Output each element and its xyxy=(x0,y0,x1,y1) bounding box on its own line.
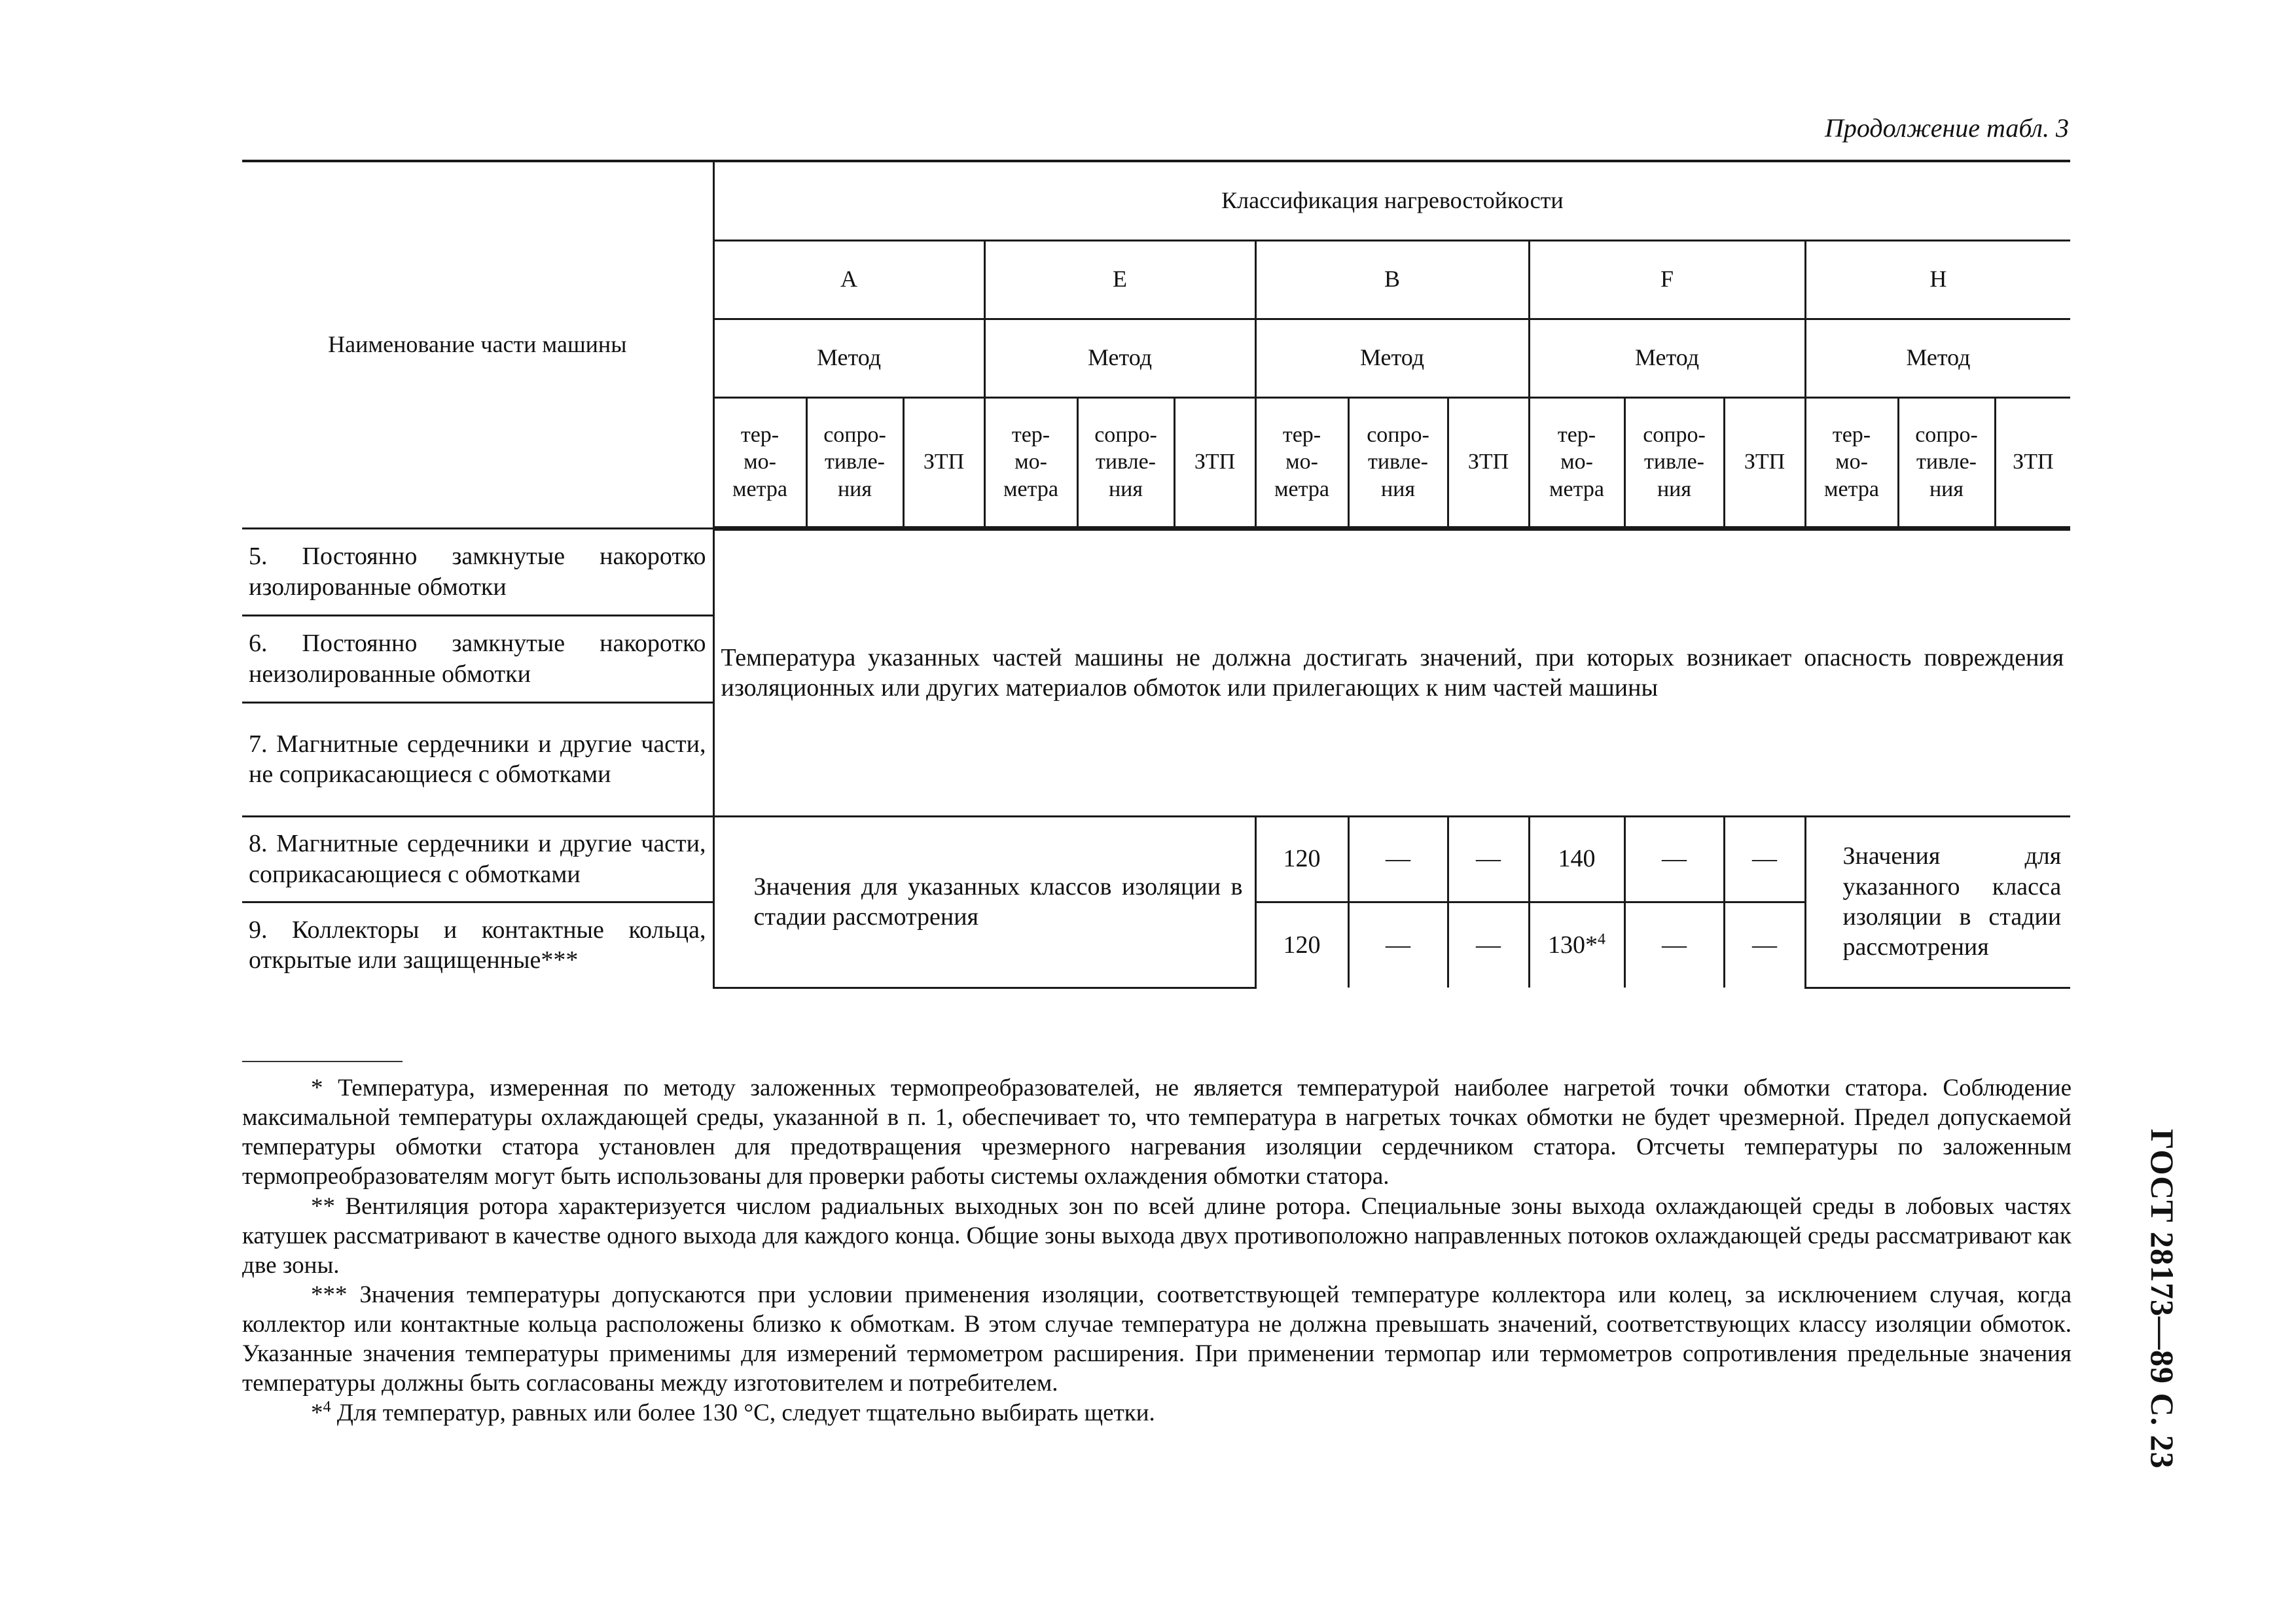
r8-f-ztp: — xyxy=(1724,816,1805,902)
footnote-2: ** Вентиляция ротора характеризуется числом радиальных выходных зон по всей длине ротора. Специальные зоны выхода охлаждающей среды в лобовых частях катушек рассматривают в качестве одного выхода для каждого конца. Общие зоны выхода двух противоположно направленных потоков охлаждающей среды рассматривают как две зоны. xyxy=(242,1192,2072,1279)
method-resistance: сопро- тивле- ния xyxy=(1624,397,1724,528)
row-6-label: 6. Постоянно замкнутые накоротко неизолированные обмотки xyxy=(242,615,713,702)
class-a: A xyxy=(713,240,984,319)
class-h: H xyxy=(1805,240,2070,319)
method-b: Метод xyxy=(1255,319,1529,397)
r9-f-sup: 4 xyxy=(1598,931,1605,948)
r8-b-ztp: — xyxy=(1448,816,1529,902)
method-thermometer: тер- мо- метра xyxy=(1529,397,1624,528)
method-e: Метод xyxy=(984,319,1255,397)
row-8-label: 8. Магнитные сердечники и другие части, соприкасающиеся с обмотками xyxy=(242,816,713,902)
r9-f-thermometer xyxy=(1529,902,1624,988)
r9-f-value: 130* xyxy=(1548,931,1598,959)
method-ztp: ЗТП xyxy=(1448,397,1529,528)
method-resistance: сопро- тивле- ния xyxy=(1348,397,1448,528)
method-ztp: ЗТП xyxy=(1724,397,1805,528)
header-classification: Классификация нагревостойкости xyxy=(713,161,2070,240)
row-5-label: 5. Постоянно замкнутые накоротко изолированные обмотки xyxy=(242,528,713,615)
method-resistance: сопро- тивле- ния xyxy=(1898,397,1995,528)
table-caption: Продолжение табл. 3 xyxy=(1824,113,2069,143)
r8-f-resistance: — xyxy=(1624,816,1724,902)
r8-b-resistance: — xyxy=(1348,816,1448,902)
method-resistance: сопро- тивле- ния xyxy=(1077,397,1174,528)
method-h: Метод xyxy=(1805,319,2070,397)
classes-ae-note: Значения для указанных классов изоляции в стадии рассмотрения xyxy=(713,816,1255,988)
r9-f-resistance: — xyxy=(1624,902,1724,988)
class-b: B xyxy=(1255,240,1529,319)
header-part-name: Наименование части машины xyxy=(242,161,713,528)
method-ztp: ЗТП xyxy=(903,397,984,528)
method-resistance: сопро- тивле- ния xyxy=(806,397,903,528)
footnote-3: *** Значения температуры допускаются при условии применения изоляции, соответствующей температуре коллектора или колец, за исключением случая, когда коллектор или контактные кольца расположены близко к обмоткам. В этом случае температура не должна превышать значений, соответствующих классу изоляции обмоток. Указанные значения температуры применимы для измерений термометром расширения. При применении термопар или термометров сопротивления предельные значения температуры должны быть согласованы между изготовителем и потребителем. xyxy=(242,1281,2072,1397)
class-e: E xyxy=(984,240,1255,319)
class-f: F xyxy=(1529,240,1805,319)
footnote-4-text: Для температур, равных или более 130 °С, следует тщательно выбирать щетки. xyxy=(331,1399,1155,1427)
r8-b-thermometer: 120 xyxy=(1255,816,1348,902)
row-9-label: 9. Коллекторы и контактные кольца, открытые или защищенные*** xyxy=(242,902,713,988)
method-ztp: ЗТП xyxy=(1174,397,1255,528)
r8-f-thermometer: 140 xyxy=(1529,816,1624,902)
footnote-separator xyxy=(242,1061,403,1062)
method-thermometer: тер- мо- метра xyxy=(713,397,806,528)
r9-b-ztp: — xyxy=(1448,902,1529,988)
method-thermometer: тер- мо- метра xyxy=(1255,397,1348,528)
footnotes xyxy=(242,1073,2072,1428)
row-7-label: 7. Магнитные сердечники и другие части, не соприкасающиеся с обмотками xyxy=(242,702,713,816)
method-a: Метод xyxy=(713,319,984,397)
footnote-4 xyxy=(242,1398,2072,1427)
r9-b-thermometer: 120 xyxy=(1255,902,1348,988)
footnote-4-mark: * xyxy=(311,1399,323,1427)
method-thermometer: тер- мо- метра xyxy=(984,397,1077,528)
heat-resistance-table xyxy=(242,160,2070,989)
method-thermometer: тер- мо- метра xyxy=(1805,397,1898,528)
class-h-note: Значения для указанного класса изоляции в стадии рассмотрения xyxy=(1805,816,2070,988)
r9-f-ztp: — xyxy=(1724,902,1805,988)
side-standard-label: ГОСТ 28173—89 С. 23 xyxy=(2144,1129,2181,1469)
method-ztp: ЗТП xyxy=(1995,397,2070,528)
footnote-1: * Температура, измеренная по методу заложенных термопреобразователей, не является температурой наиболее нагретой точки обмотки статора. Соблюдение максимальной температуры охлаждающей среды, указанной в п. 1, обеспечивает то, что температура в нагретых точках обмотки не будет чрезмерной. Предел допускаемой температуры обмотки статора установлен для предотвращения чрезмерного нагревания изоляции сердечником статора. Отсчеты температуры по заложенным термопреобразователям могут быть использованы для проверки работы системы охлаждения обмотки статора. xyxy=(242,1075,2072,1190)
r9-b-resistance: — xyxy=(1348,902,1448,988)
footnote-4-sup: 4 xyxy=(323,1399,331,1416)
method-f: Метод xyxy=(1529,319,1805,397)
rows-5-7-note: Температура указанных частей машины не должна достигать значений, при которых возникает опасность повреждения изоляционных или других материалов обмоток или прилегающих к ним частей машины xyxy=(713,528,2070,816)
